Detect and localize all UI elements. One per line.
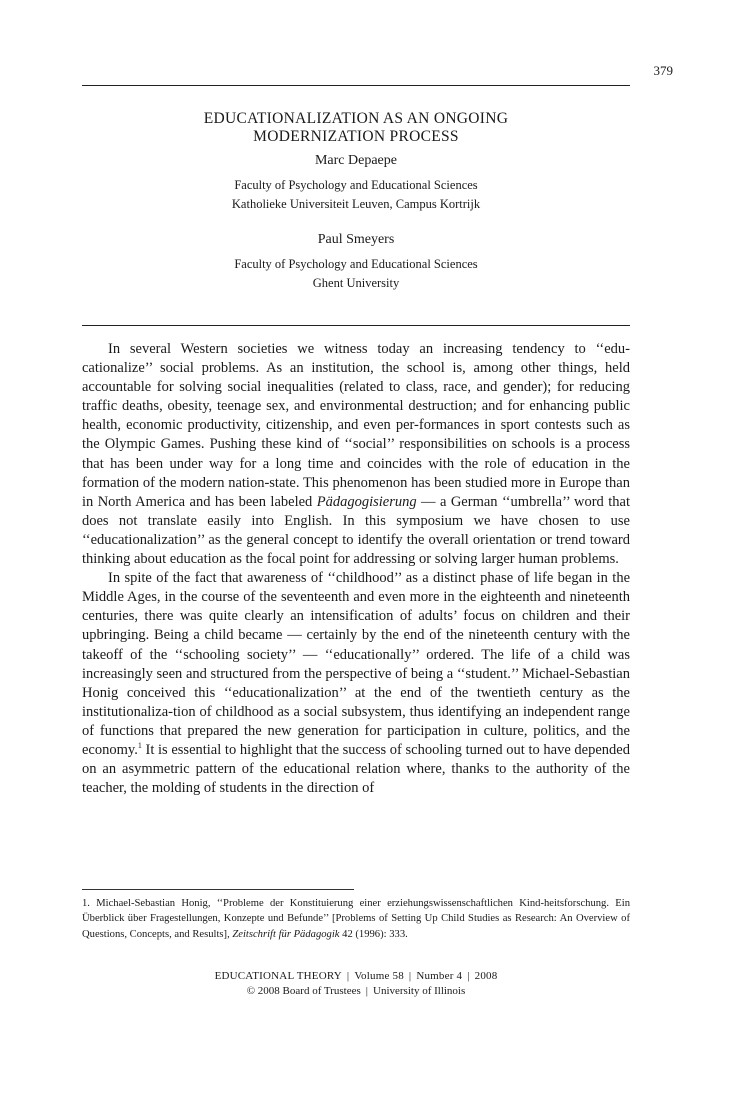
author-institution: Ghent University bbox=[312, 276, 400, 290]
article-body bbox=[82, 340, 630, 798]
title-line-1: EDUCATIONALIZATION AS AN ONGOING bbox=[203, 110, 509, 127]
title-block-rule bbox=[82, 325, 630, 326]
journal-number: Number 4 bbox=[416, 970, 463, 982]
publisher: University of Illinois bbox=[373, 985, 466, 997]
journal-volume: Volume 58 bbox=[354, 970, 404, 982]
journal-title: Zeitschrift für Pädagogik bbox=[232, 928, 340, 940]
title-line-2: MODERNIZATION PROCESS bbox=[253, 128, 459, 145]
body-paragraph: In spite of the fact that awareness of ‘‘childhood’’ as a distinct phase of life began in the Middle Ages, in the course of the seventeenth and even more in the eighteenth and nineteenth centuries, there was quite clearly an intensification of adults’ focus on children and their upbringing. Being a child became — certainly by the end of the nineteenth century with the takeoff of the ‘‘schooling society’’ — ‘‘educationally’’ ordered. The life of a child was increasingly seen and structured from the perspective of being a ‘‘student.’’ Michael-Sebastian Honig conceived this ‘‘educationalization’’ at the end of the twentieth century as the institutionaliza-tion of childhood as a social subsystem, thus identifying an independent range of functions that prepared the new generation for participation in culture, politics, and the economy.$^1$ It is essential to highlight that the success of schooling turned out to have depended on an asymmetric pattern of the educational relation where, thanks to the authority of the teacher, the molding of students in the direction of bbox=[82, 570, 630, 797]
author-institution: Katholieke Universiteit Leuven, Campus Kortrijk bbox=[231, 197, 481, 211]
copyright-footer: © 2008 Board of Trustees | University of Illinois bbox=[246, 985, 466, 997]
footnote-reference[interactable]: 1 bbox=[137, 741, 142, 751]
article-title bbox=[82, 110, 630, 146]
italic-term: Pädagogisierung bbox=[316, 493, 417, 510]
author-affiliation: Faculty of Psychology and Educational Sciences bbox=[234, 257, 478, 271]
journal-year: 2008 bbox=[474, 970, 498, 982]
author-affiliation: Faculty of Psychology and Educational Sciences bbox=[234, 178, 478, 192]
copyright: © 2008 Board of Trustees bbox=[246, 985, 361, 997]
footnote-rule bbox=[82, 889, 354, 890]
author-name: Paul Smeyers bbox=[317, 232, 395, 247]
footnote: 1. Michael-Sebastian Honig, ‘‘Probleme der Konstituierung einer erziehungswissenschaftlichen Kind-heitsforschung. Ein Überblick über Fragestellungen, Konzepte und Befunde’’ [Problems of Setting Up Child Studies as Research: An Overview of Questions, Concepts, and Results], Zeitschrift für Pädagogik 42 (1996): 333. bbox=[82, 898, 630, 940]
body-paragraph: In several Western societies we witness today an increasing tendency to ‘‘edu-cationalize’’ social problems. As an institution, the school is, among other things, held accountable for solving social inequalities (related to class, race, and gender); for reducing traffic deaths, obesity, teenage sex, and environmental destruction; and for enhancing public health, economic productivity, citizenship, and even per-formances in sport contests such as the Olympic Games. Pushing these kind of ‘‘social’’ responsibilities on schools is a process that has been under way for a long time and coincides with the role of education in the formation of the modern nation-state. This phenomenon has been studied more in Europe than in North America and has been labeled Pädagogisierung — a German ‘‘umbrella’’ word that does not translate easily into English. In this symposium we have chosen to use ‘‘educationalization’’ as the general concept to identify the overall orientation or trend toward thinking about education as the focal point for addressing or solving larger human problems. bbox=[82, 341, 630, 568]
page-number: 379 bbox=[653, 63, 673, 78]
author-name: Marc Depaepe bbox=[314, 153, 397, 168]
header-rule bbox=[82, 85, 630, 86]
journal-name: EDUCATIONAL THEORY bbox=[214, 970, 342, 982]
journal-footer: EDUCATIONAL THEORY | Volume 58 | Number 4 | 2008 bbox=[214, 970, 498, 982]
